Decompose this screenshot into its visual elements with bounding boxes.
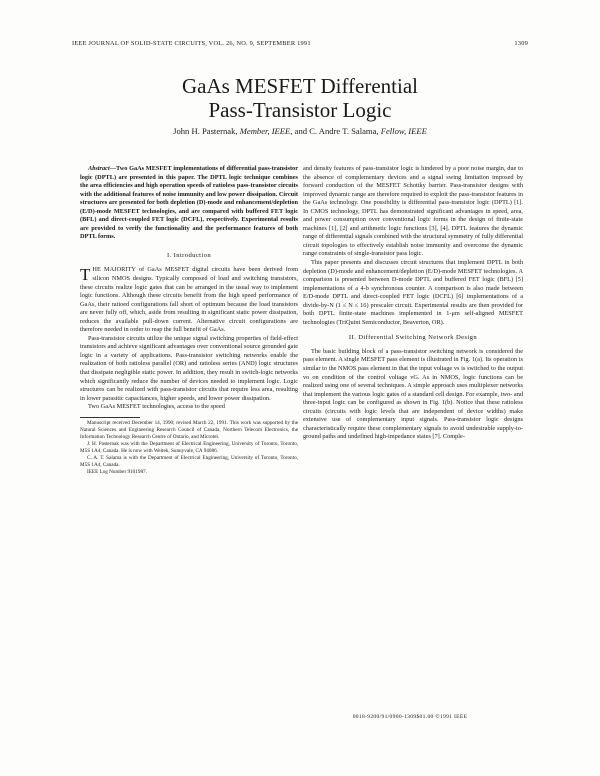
author-and: and (294, 126, 308, 136)
running-header (72, 40, 528, 50)
footnote-author-1: J. H. Pasternak was with the Department of Electrical Engineering, University of Toronto, Toronto, M5S 1A4, Canada. He is now with Weitek, Sunnyvale, CA 94086. (80, 440, 298, 454)
drop-cap: T (80, 265, 91, 285)
footnote-log-number: IEEE Log Number 9101987. (87, 468, 147, 475)
left-column (80, 165, 298, 476)
footnote-author-2: C. A. T. Salama is with the Department of Electrical Engineering, University of Toronto, Toronto, M5S 1A4, Canada. (80, 454, 298, 468)
author-1-role: Member, IEEE, (239, 126, 293, 136)
footnote-rule (80, 417, 140, 418)
author-2-role: Fellow, IEEE (380, 126, 427, 136)
right-column (303, 165, 523, 442)
intro-paragraph-1-text: HE MAJORITY of GaAs MESFET digital circuits have been derived from silicon NMOS designs. Typically composed of load and switching transistors, these circuits realize logic gates that can be arranged in the usual way to implement logic functions. Although these circuits benefit from the high speed performance of GaAs, their ratioed configurations fall short of optimum because the load transistors are never fully off, which, aside from resulting in significant static power dissipation, reduces the available pull-down current. Alternative circuit configurations are therefore needed in order to reap the full benefit of GaAs. (80, 266, 298, 334)
abstract (80, 165, 298, 242)
intro-paragraph-3: Two GaAs MESFET technologies, access to the speed (88, 403, 225, 411)
paper-title (0, 74, 600, 122)
author-2: C. Andre T. Salama, (309, 126, 379, 136)
title-line-2: Pass-Transistor Logic (208, 98, 392, 122)
right-paragraph-2: This paper presents and discusses circuit structures that implement DPTL in both depletion (D)-mode and enhancement/depletion (E/D)-mode MESFET technologies. A comparison is presented between D-mode DPTL and buffered FET logic (BFL) [5] implementations of a 4-b synchronous counter. A comparison is also made between E/D-mode DPTL and direct-coupled FET logic (DCFL) [6] implementations of a divide-by-N (1 ≤ N ≤ 16) prescaler circuit. Experimental results are then provided for both DPTL finite-state machines implemented in 1-μm self-aligned MESFET technologies (TriQuint Semiconductor, Beaverton, OR). (303, 259, 523, 326)
section-heading-introduction: I. Introduction (166, 251, 212, 259)
author-1: John H. Pasternak, (173, 126, 238, 136)
page-number: 1309 (514, 40, 528, 47)
intro-paragraph-1 (80, 266, 298, 334)
right-paragraph-1: and density features of pass-transistor logic is hindered by a poor noise margin, due to the absence of complementary devices and a signal swing limitation imposed by forward conduction of the MESFET Schottky barrier. Pass-transistor designs with improved dynamic range are therefore required to exploit the pass-transistor features in the GaAs technology. One possibility is differential pass-transistor logic (DPTL) [1]. In CMOS technology, DPTL has demonstrated significant advantages in speed, area, and power consumption over conventional logic forms in the design of finite-state machines [1], [2] and arithmetic logic functions [3], [4]. DPTL features the dynamic range of differential signals combined with the structural symmetry of fully differential circuit topologies to effectively establish noise immunity and overcome the dynamic range constraints of single-transistor pass logic. (303, 165, 523, 258)
author-line (0, 126, 600, 136)
abstract-label: Abstract (88, 165, 110, 172)
intro-paragraph-2: Pass-transistor circuits utilize the unique signal switching properties of field-effect transistors and achieve significant advantages over conventional source grounded gate logic in a variety of applications. Pass-transistor switching networks enable the realization of both ratioless parallel (OR) and ratioless series (AND) logic structures that dissipate negligible static power. In addition, they result in switch-logic networks which significantly reduce the number of devices needed to implement logic. Logic structures can be realized with pass-transistor circuits that require less area, resulting in lower parasitic capacitances, higher speeds, and lower power dissipation. (80, 334, 298, 402)
footnote-manuscript: Manuscript received December 14, 1990; revised March 22, 1991. This work was supported by the Natural Sciences and Engineering Research Council of Canada, Northern Telecom Electronics, the Information Technology Research Centre of Ontario, and Microtel. (80, 419, 298, 440)
abstract-text: —Two GaAs MESFET implementations of differential pass-transistor logic (DPTL) are presented in this paper. The DPTL logic technique combines the area efficiencies and high operation speeds of ratioless pass-transistor circuits with the additional features of noise immunity and low power dissipation. Circuit structures are presented for both depletion (D)-mode and enhancement/depletion (E/D)-mode MESFET technologies, and are compared with buffered FET logic (BFL) and direct-coupled FET logic (DCFL), respectively. Experimental results are provided to verify the functionality and the performance features of both DPTL forms. (80, 165, 298, 241)
title-line-1: GaAs MESFET Differential (181, 74, 419, 98)
footnotes (80, 417, 298, 476)
right-paragraph-3: The basic building block of a pass-transistor switching network is considered the pass element. A single MESFET pass element is illustrated in Fig. 1(a). Its operation is similar to the NMOS pass element in that the input voltage vs is switched to the output vo on condition of the control voltage vG. As in NMOS, logic functions can be realized using one of several techniques. A simple approach uses multiplexer networks that implement the various logic gates of a standard cell design. For example, two- and three-input logic can be configured as shown in Fig. 1(b). Notice that these ratioless circuits (circuits with logic levels that are independent of device widths) make extensive use of complementary input signals. Pass-transistor logic designs characteristically require these complementary signals to avoid undesirable supply-to-ground paths and undefined high-impedance states [7]. Comple- (303, 347, 523, 441)
journal-header: IEEE JOURNAL OF SOLID-STATE CIRCUITS, VOL. 26, NO. 9, SEPTEMBER 1991 (72, 40, 311, 47)
section-heading-differential: II. Differential Switching Network Design (348, 334, 478, 342)
copyright-code: 0018-9200/91/0900-1309$01.00 ©1991 IEEE (352, 714, 468, 720)
